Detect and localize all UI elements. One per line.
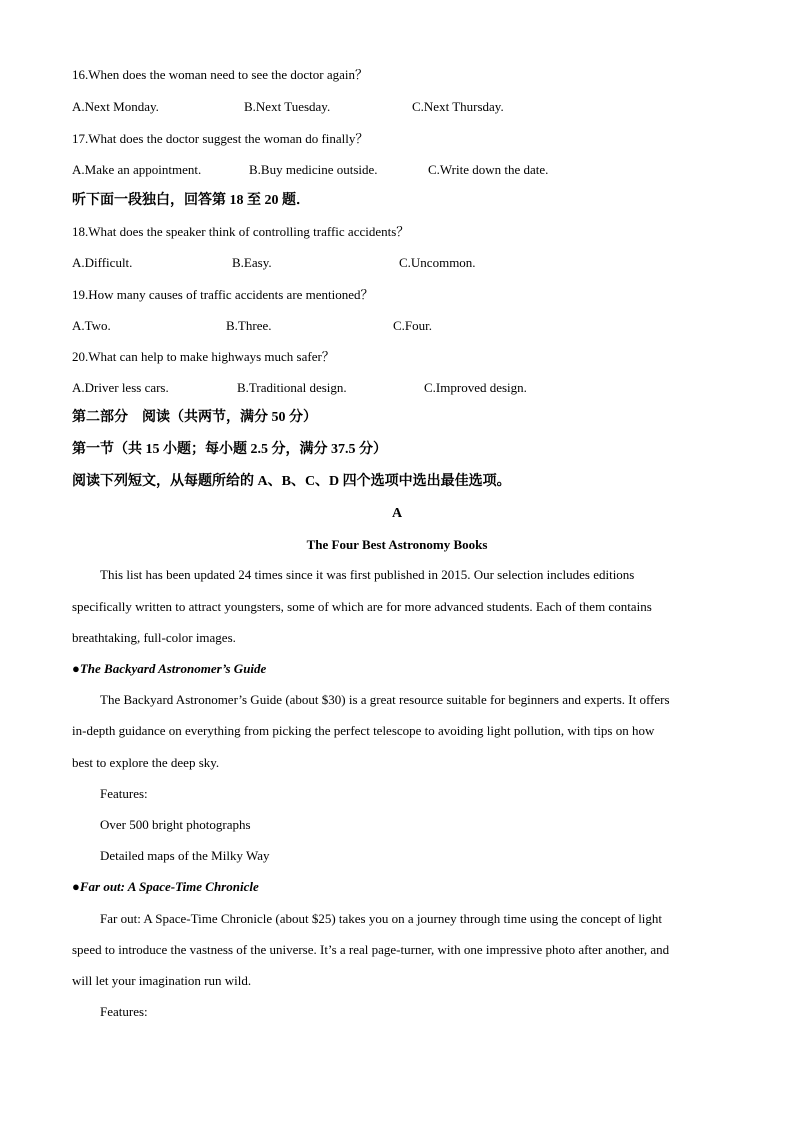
q17-option-b: B.Buy medicine outside. (249, 162, 378, 177)
q17-option-c: C.Write down the date. (428, 162, 549, 177)
q20-option-c: C.Improved design. (424, 380, 527, 395)
q17-option-a: A.Make an appointment. (72, 162, 202, 177)
q19-option-c: C.Four. (393, 318, 433, 333)
question-18: 18.What does the speaker think of controlling traffic accidents？ (72, 224, 410, 239)
q19-option-b: B.Three. (226, 318, 272, 333)
book1-feature-1: Over 500 bright photographs (100, 817, 251, 832)
book1-line-1: The Backyard Astronomer’s Guide (about $30) is a great resource suitable for beginners and experts. It offers (100, 692, 670, 707)
q20-option-a: A.Driver less cars. (72, 380, 169, 395)
book1-feature-2: Detailed maps of the Milky Way (100, 848, 270, 863)
q18-option-a: A.Difficult. (72, 255, 133, 270)
intro-line-3: breathtaking, full-color images. (72, 630, 236, 645)
q19-option-a: A.Two. (72, 318, 111, 333)
monologue-instruction: 听下面一段独白，回答第 18 至 20 题． (72, 193, 310, 208)
q20-option-b: B.Traditional design. (237, 380, 347, 395)
book1-line-3: best to explore the deep sky. (72, 755, 220, 770)
book1-heading: ●The Backyard Astronomer’s Guide (72, 661, 267, 676)
section1-title: 第一节（共 15 小题；每小题 2.5 分，满分 37.5 分） (72, 442, 387, 457)
reading-instruction: 阅读下列短文，从每题所给的 A、B、C、D 四个选项中选出最佳选项。 (72, 474, 511, 489)
q16-option-a: A.Next Monday. (72, 99, 159, 114)
passage-letter: A (391, 506, 403, 521)
q16-option-b: B.Next Tuesday. (244, 99, 331, 114)
q16-option-c: C.Next Thursday. (412, 99, 504, 114)
intro-line-1: This list has been updated 24 times since it was first published in 2015. Our selection includes editions (100, 567, 635, 582)
book2-features-label: Features: (100, 1004, 148, 1019)
book2-line-2: speed to introduce the vastness of the universe. It’s a real page-turner, with one impressive photo after another, and (72, 942, 670, 957)
question-19: 19.How many causes of traffic accidents are mentioned？ (72, 287, 374, 302)
q18-option-b: B.Easy. (232, 255, 272, 270)
q18-option-c: C.Uncommon. (399, 255, 476, 270)
book1-line-2: in-depth guidance on everything from picking the perfect telescope to avoiding light pollution, with tips on how (72, 723, 655, 738)
question-20: 20.What can help to make highways much safer？ (72, 349, 335, 364)
book2-heading: ●Far out: A Space-Time Chronicle (72, 879, 259, 894)
intro-line-2: specifically written to attract youngsters, some of which are for more advanced students. Each of them contains (72, 599, 652, 614)
question-16: 16.When does the woman need to see the doctor again？ (72, 67, 369, 82)
part2-title: 第二部分 阅读（共两节，满分 50 分） (72, 410, 317, 425)
book2-line-3: will let your imagination run wild. (72, 973, 252, 988)
book1-features-label: Features: (100, 786, 148, 801)
book2-line-1: Far out: A Space-Time Chronicle (about $25) takes you on a journey through time using the concept of light (100, 911, 663, 926)
passage-title: The Four Best Astronomy Books (306, 537, 488, 552)
question-17: 17.What does the doctor suggest the woman do finally？ (72, 131, 369, 146)
